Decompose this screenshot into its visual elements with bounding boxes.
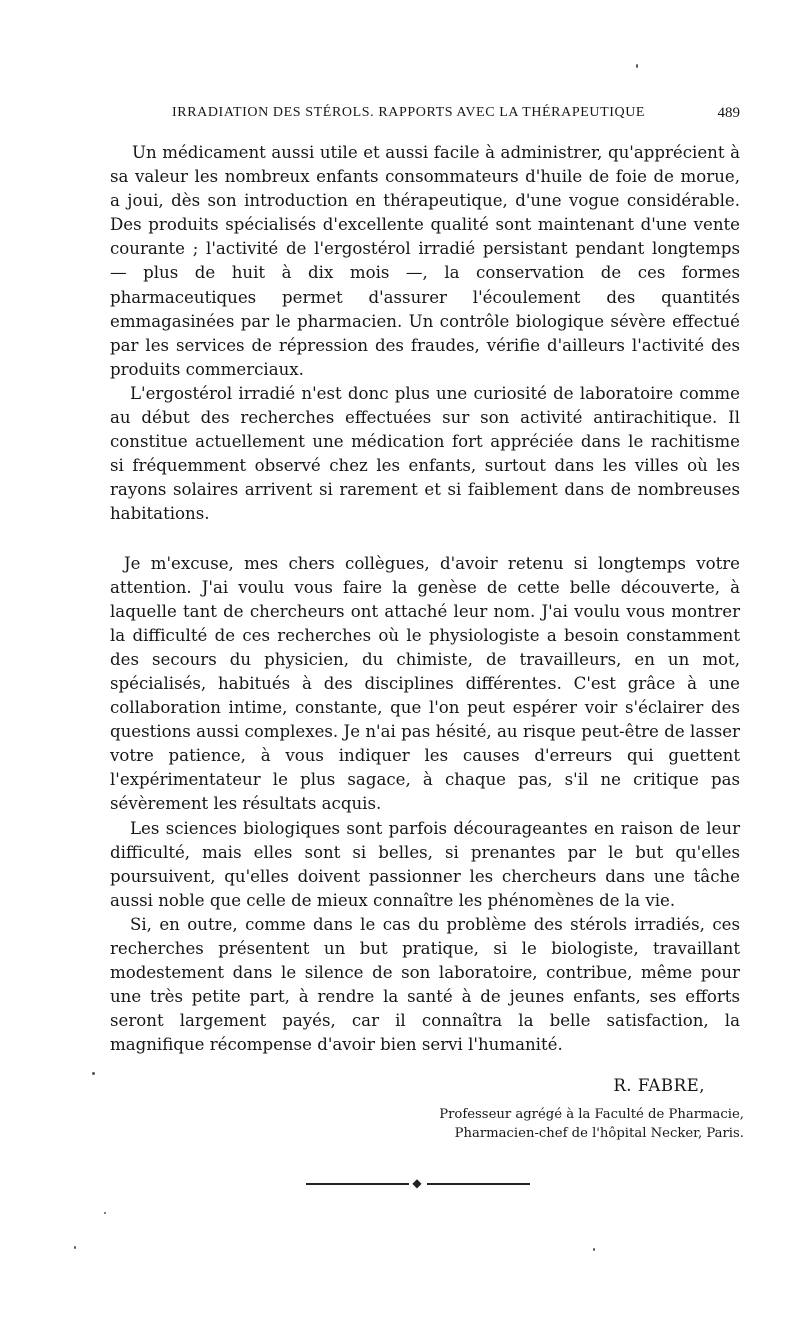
ornament-rule-left	[306, 1183, 409, 1185]
article-body	[110, 141, 740, 1057]
paragraph-3: Je m'excuse, mes chers collègues, d'avoir retenu si longtemps votre attention. J'ai voulu vous faire la genèse de cette belle découverte, à laquelle tant de chercheurs ont attaché leur nom. J'ai voulu vous montrer la difficulté de ces recherches où le physiologiste a besoin constamment des secours du physicien, du chimiste, de travailleurs, en un mot, spécialisés, habitués à des disciplines différentes. C'est grâce à une collaboration intime, constante, que l'on peut espérer voir s'éclairer des questions aussi complexes. Je n'ai pas hésité, au risque peut-être de lasser votre patience, à vous indiquer les causes d'erreurs qui guettent l'expérimentateur le plus sagace, à chaque pas, s'il ne critique pas sévèrement les résultats acquis.	[110, 553, 740, 814]
scan-speck	[104, 1212, 106, 1214]
author-name: R. FABRE,	[613, 1076, 705, 1095]
scan-speck	[593, 1248, 595, 1251]
ornament-rule-right	[427, 1183, 530, 1185]
running-head: IRRADIATION DES STÉROLS. RAPPORTS AVEC LA THÉRAPEUTIQUE	[172, 105, 646, 120]
scan-speck	[74, 1246, 76, 1249]
scan-speck	[636, 64, 638, 68]
paragraph-1: Un médicament aussi utile et aussi facile à administrer, qu'apprécient à sa valeur les nombreux enfants consommateurs d'huile de foie de morue, a joui, dès son introduction en thérapeutique, d'une vogue considérable. Des produits spécialisés d'excellente qualité sont maintenant d'une vente courante ; l'activité de l'ergostérol irradié persistant pendant longtemps — plus de huit à dix mois —, la conservation de ces formes pharmaceutiques permet d'assurer l'écoulement des quantités emmagasinées par le pharmacien. Un contrôle biologique sévère effectué par les services de répression des fraudes, vérifie d'ailleurs l'activité des produits commerciaux.	[110, 143, 740, 379]
scan-speck	[92, 1072, 95, 1075]
author-title-line-1: Professeur agrégé à la Faculté de Pharmacie,	[439, 1107, 744, 1122]
diamond-icon: ◆	[412, 1176, 422, 1190]
end-ornament	[306, 1176, 530, 1190]
paragraph-5: Si, en outre, comme dans le cas du problème des stérols irradiés, ces recherches présentent un but pratique, si le biologiste, travaillant modestement dans le silence de son laboratoire, contribue, même pour une très petite part, à rendre la santé à de jeunes enfants, ses efforts seront largement payés, car il connaîtra la belle satisfaction, la magnifique récompense d'avoir bien servi l'humanité.	[110, 914, 740, 1055]
paragraph-2: L'ergostérol irradié n'est donc plus une curiosité de laboratoire comme au début des recherches effectuées sur son activité antirachitique. Il constitue actuellement une médication fort appréciée dans le rachitisme si fréquemment observé chez les enfants, surtout dans les villes où les rayons solaires arrivent si rarement et si faiblement dans de nombreuses habitations.	[110, 383, 740, 524]
page-number: 489	[717, 105, 740, 121]
paragraph-4: Les sciences biologiques sont parfois décourageantes en raison de leur difficulté, mais elles sont si belles, si prenantes par le but qu'elles poursuivent, qu'elles doivent passionner les chercheurs dans une tâche aussi noble que celle de mieux connaître les phénomènes de la vie.	[110, 818, 740, 910]
page-header	[110, 105, 740, 127]
author-title-line-2: Pharmacien-chef de l'hôpital Necker, Paris.	[454, 1126, 744, 1141]
